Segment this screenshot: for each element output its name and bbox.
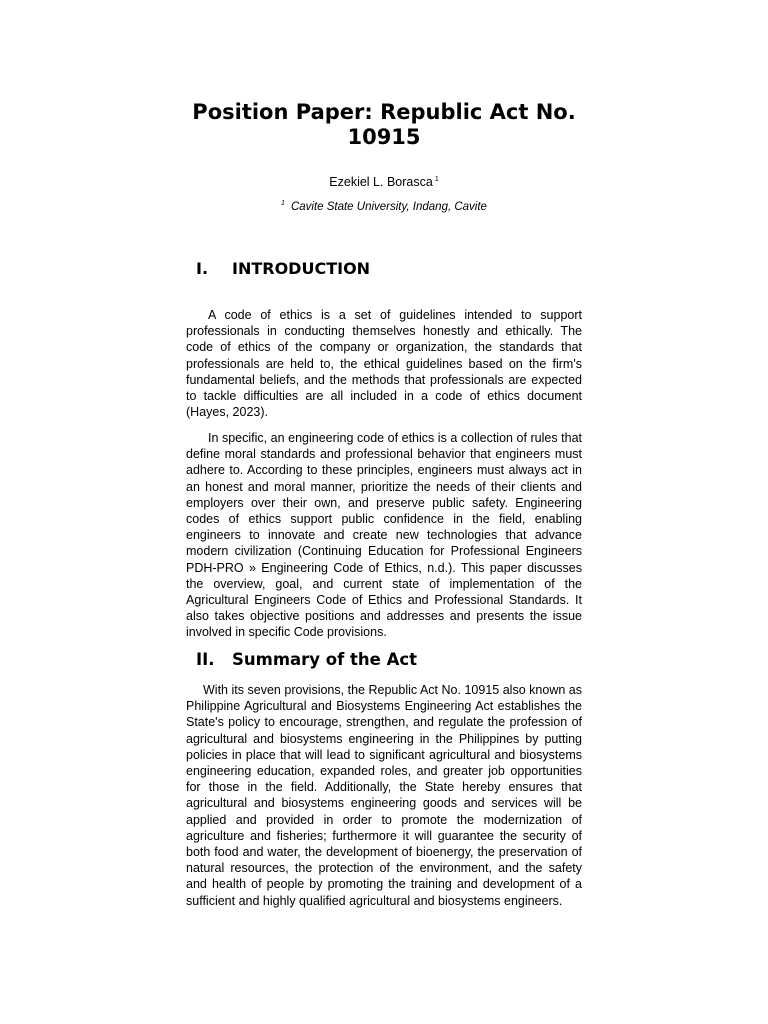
affiliation-text: Cavite State University, Indang, Cavite [290,201,487,213]
section-number: I. [196,259,209,278]
author-footnote-mark: 1 [434,176,439,183]
author-name: Ezekiel L. Borasca [329,175,433,189]
section-heading-introduction [196,259,596,279]
author-line [186,172,582,190]
affiliation-footnote-mark: 1 [281,200,285,207]
section-heading-summary [196,650,596,670]
section-number: II. [196,650,215,669]
section-title: Summary of the Act [232,650,418,669]
document-title: Position Paper: Republic Act No. 10915 [192,100,576,149]
affiliation-line [186,196,582,215]
introduction-paragraph-2: In specific, an engineering code of ethics is a collection of rules that define moral standards and professional behavior that engineers must adhere to. According to these principles, engineers must always act in an honest and moral manner, prioritize the needs of their clients and employers over their own, and preserve public safety. Engineering codes of ethics support public confidence in the field, enabling engineers to innovate and create new technologies that advance modern civilization (Continuing Education for Professional Engineers PDH-PRO » Engineering Code of Ethics, n.d.). This paper discusses the overview, goal, and current state of implementation of the Agricultural Engineers Code of Ethics and Professional Standards. It also takes objective positions and addresses and presents the issue involved in specific Code provisions. [186,431,582,640]
introduction-paragraph-1: A code of ethics is a set of guidelines intended to support professionals in conducting themselves honestly and ethically. The code of ethics of the company or organization, the standards that professionals are held to, the ethical guidelines based on the firm's fundamental beliefs, and the methods that professionals are expected to tackle difficulties are all included in a code of ethics document (Hayes, 2023). [186,308,582,420]
summary-paragraph-1: With its seven provisions, the Republic Act No. 10915 also known as Philippine Agricultural and Biosystems Engineering Act establishes the State's policy to encourage, strengthen, and regulate the profession of agricultural and biosystems engineering in the Philippines by putting policies in place that will lead to significant agricultural and biosystems engineering education, expanded roles, and greater job opportunities for those in the field. Additionally, the State hereby ensures that agricultural and biosystems engineering goods and services will be applied and provided in order to promote the modernization of agriculture and fisheries; furthermore it will guarantee the security of both food and water, the development of bioenergy, the preservation of natural resources, the protection of the environment, and the safety and health of people by promoting the training and development of a sufficient and highly qualified agricultural and biosystems engineers. [186,683,582,908]
section-title: INTRODUCTION [232,259,371,278]
